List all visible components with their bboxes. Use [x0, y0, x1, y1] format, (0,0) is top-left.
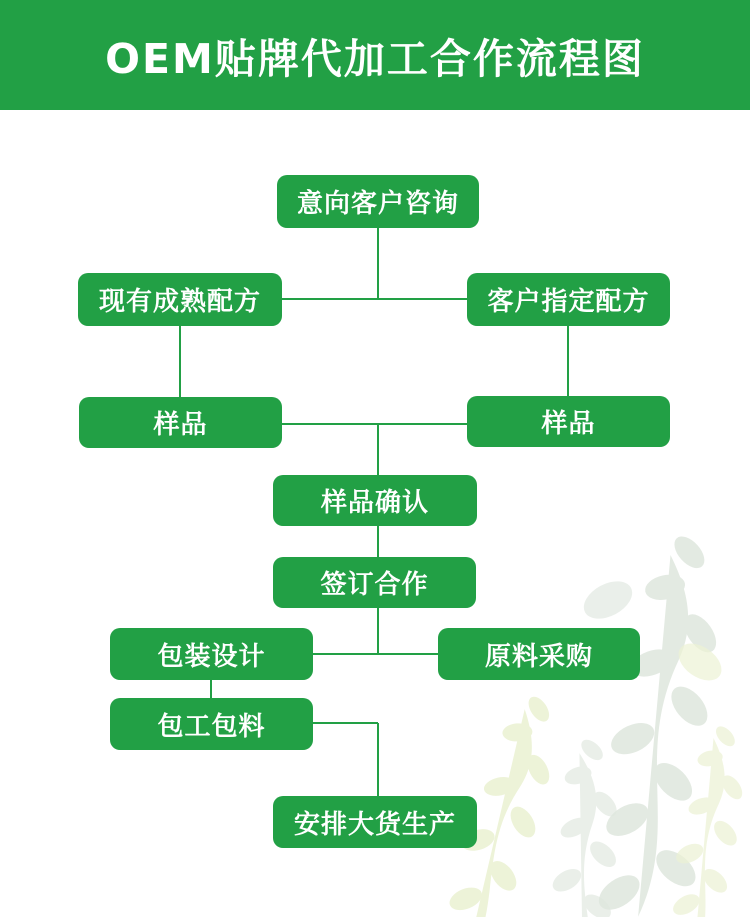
- flow-node-sign-contract: 签订合作: [273, 557, 476, 608]
- flow-node-bulk-production: 安排大货生产: [273, 796, 477, 848]
- page-title: OEM贴牌代加工合作流程图: [105, 34, 645, 83]
- decorative-leaves: [430, 531, 746, 917]
- flow-node-consult: 意向客户咨询: [277, 175, 479, 228]
- flow-node-package-design: 包装设计: [110, 628, 313, 680]
- flow-node-sample-right: 样品: [467, 396, 670, 447]
- flow-node-material-purchase: 原料采购: [438, 628, 640, 680]
- flow-node-labor-material: 包工包料: [110, 698, 313, 750]
- flow-node-sample-left: 样品: [79, 397, 282, 448]
- flow-node-customer-formula: 客户指定配方: [467, 273, 670, 326]
- flow-node-sample-confirm: 样品确认: [273, 475, 477, 526]
- flow-node-existing-formula: 现有成熟配方: [78, 273, 282, 326]
